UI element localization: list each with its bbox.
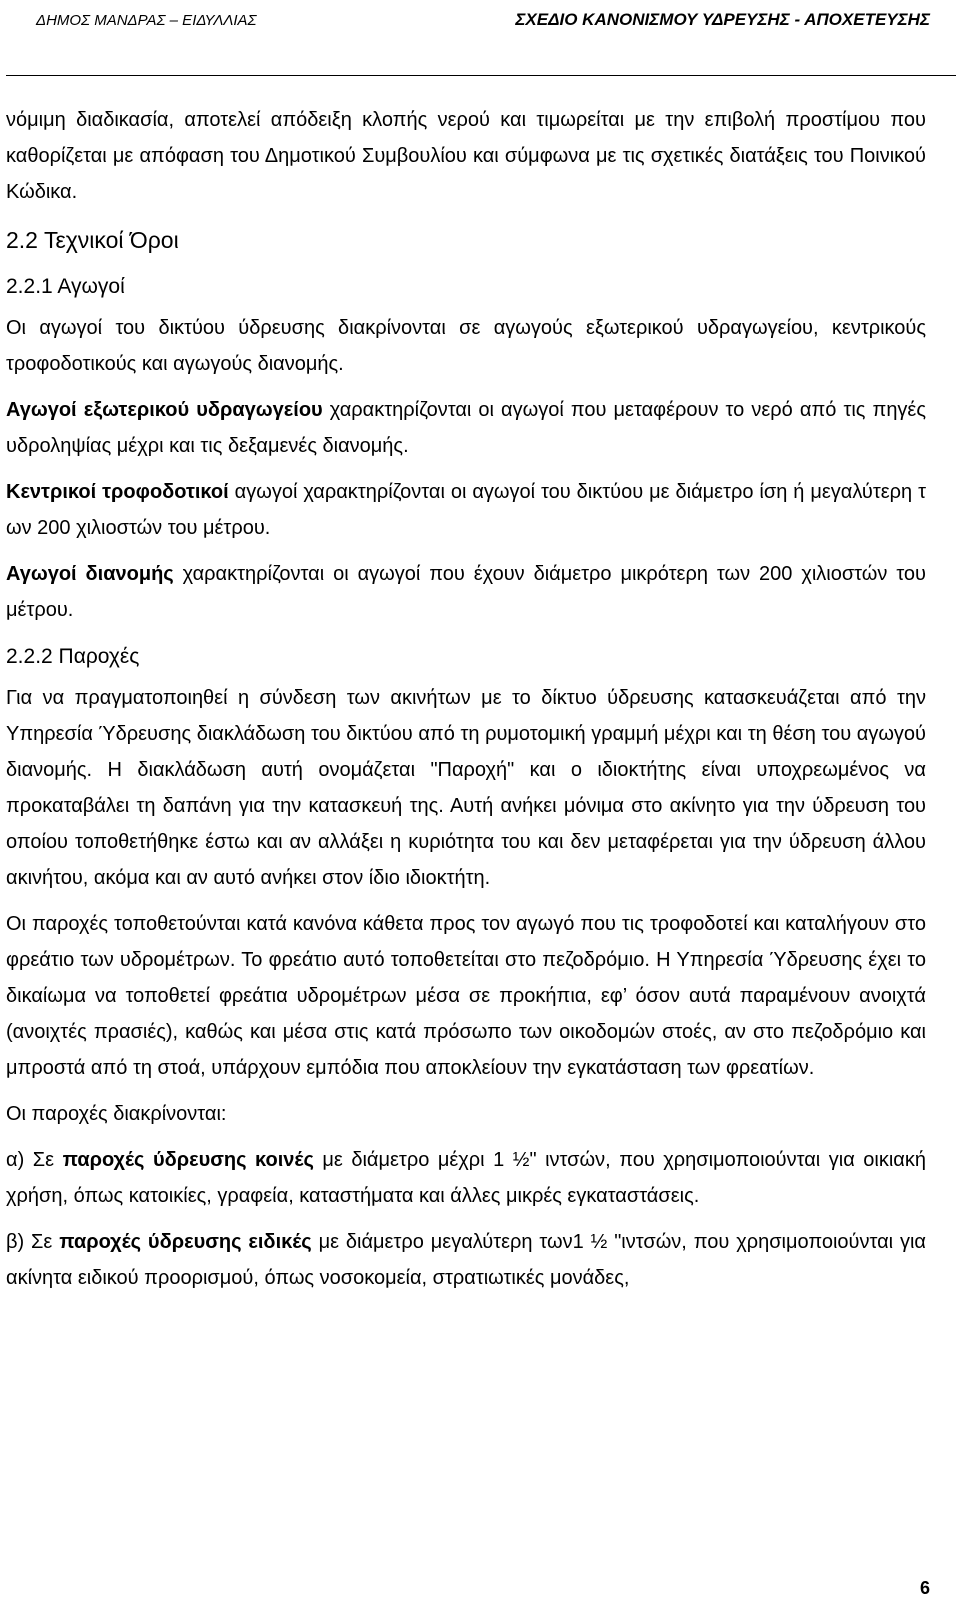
paragraph-distribution: [6, 556, 926, 628]
paragraph-paroches-1: Για να πραγματοποιηθεί η σύνδεση των ακινήτων με το δίκτυο ύδρευσης κατασκευάζεται από την Υπηρεσία Ύδρευσης διακλάδωση του δικτύου από τη ρυμοτομική γραμμή μέχρι και τη θέση του αγωγού διανομής. Η διακλάδωση αυτή ονομάζεται "Παροχή" και ο ιδιοκτήτης είναι υποχρεωμένος να προκαταβάλει τη δαπάνη για την κατασκευή της. Αυτή ανήκει μόνιμα στο ακίνητο για την ύδρευση του οποίου τοποθετήθηκε έστω και αν αλλάξει η κυριότητα του και δεν μεταφέρεται για την ύδρευση άλλου ακινήτου, ακόμα και αν αυτό ανήκει στον ίδιο ιδιοκτήτη.: [6, 687, 926, 889]
list-item-a-prefix: α) Σε: [6, 1149, 63, 1171]
header-document-title: ΣΧΕΔΙΟ ΚΑΝΟΝΙΣΜΟΥ ΥΔΡΕΥΣΗΣ - ΑΠΟΧΕΤΕΥΣΗΣ: [515, 10, 930, 29]
subsection-heading-2-2-2: 2.2.2 Παροχές: [6, 645, 140, 668]
paragraph-paroches-2: Οι παροχές τοποθετούνται κατά κανόνα κάθετα προς τον αγωγό που τις τροφοδοτεί και καταλήγουν στο φρεάτιο των υδρομέτρων. Το φρεάτιο αυτό τοποθετείται στο πεζοδρόμιο. Η Υπηρεσία Ύδρευσης έχει το δικαίωμα να τοποθετεί φρεάτια υδρομέτρων μέσα σε προκήπια, εφ’ όσον αυτά παραμένουν ανοιχτά (ανοιχτές πρασιές), καθώς και μέσα στις κατά πρόσωπο των οικοδομών στοές, αν στο πεζοδρόμιο και μπροστά από τη στοά, υπάρχουν εμπόδια που αποκλείουν την εγκατάσταση των φρεατίων.: [6, 913, 926, 1079]
term-special-supply: παροχές ύδρευσης ειδικές: [59, 1231, 312, 1253]
paragraph-intro: νόμιμη διαδικασία, αποτελεί απόδειξη κλοπής νερού και τιμωρείται με την επιβολή προστίμου που καθορίζεται με απόφαση του Δημοτικού Συμβουλίου και σύμφωνα με τις σχετικές διατάξεις του Ποινικού Κώδικα.: [6, 109, 926, 203]
definition-common-supply: με διάμετρο μέχρι 1 ½" ιντσών, που χρησιμοποιούνται για οικιακή χρήση, όπως κατοικίες, γραφεία, καταστήματα και άλλες μικρές εγκαταστάσεις.: [6, 1149, 926, 1207]
section-heading-2-2: 2.2 Τεχνικοί Όροι: [6, 227, 179, 253]
term-distribution: Αγωγοί διανομής: [6, 563, 174, 585]
paragraph-external-aqueduct: [6, 392, 926, 464]
header-municipality: ΔΗΜΟΣ ΜΑΝΔΡΑΣ – ΕΙΔΥΛΛΙΑΣ: [36, 11, 257, 29]
list-item-b: [6, 1224, 926, 1296]
paragraph-diakrinontai: Οι παροχές διακρίνονται:: [6, 1103, 227, 1125]
page-header: [36, 0, 930, 40]
definition-external-aqueduct: χαρακτηρίζονται οι αγωγοί που μεταφέρουν το νερό από τις πηγές υδροληψίας μέχρι και τις δεξαμενές διανομής.: [6, 399, 926, 457]
document-body: [6, 102, 926, 1306]
term-common-supply: παροχές ύδρευσης κοινές: [62, 1149, 314, 1171]
term-central-feeders: Κεντρικοί τροφοδοτικοί: [6, 481, 229, 503]
definition-special-supply: με διάμετρο μεγαλύτερη των1 ½ "ιντσών, που χρησιμοποιούνται για ακίνητα ειδικού προορισμού, όπως νοσοκομεία, στρατιωτικές μονάδες,: [6, 1231, 926, 1289]
paragraph-agogoi: Οι αγωγοί του δικτύου ύδρευσης διακρίνονται σε αγωγούς εξωτερικού υδραγωγείου, κεντρικούς τροφοδοτικούς και αγωγούς διανομής.: [6, 317, 926, 375]
subsection-heading-2-2-1: 2.2.1 Αγωγοί: [6, 275, 125, 298]
definition-central-feeders: αγωγοί χαρακτηρίζονται οι αγωγοί του δικτύου με διάμετρο ίση ή μεγαλύτερη τ ων 200 χιλιοστών του μέτρου.: [6, 481, 926, 539]
paragraph-central-feeders: [6, 474, 926, 546]
header-divider: [6, 75, 956, 76]
page-number: 6: [919, 1578, 930, 1598]
term-external-aqueduct: Αγωγοί εξωτερικού υδραγωγείου: [6, 399, 323, 421]
list-item-a: [6, 1142, 926, 1214]
list-item-b-prefix: β) Σε: [6, 1231, 60, 1253]
definition-distribution: χαρακτηρίζονται οι αγωγοί που έχουν διάμετρο μικρότερη των 200 χιλιοστών του μέτρου.: [6, 563, 926, 621]
